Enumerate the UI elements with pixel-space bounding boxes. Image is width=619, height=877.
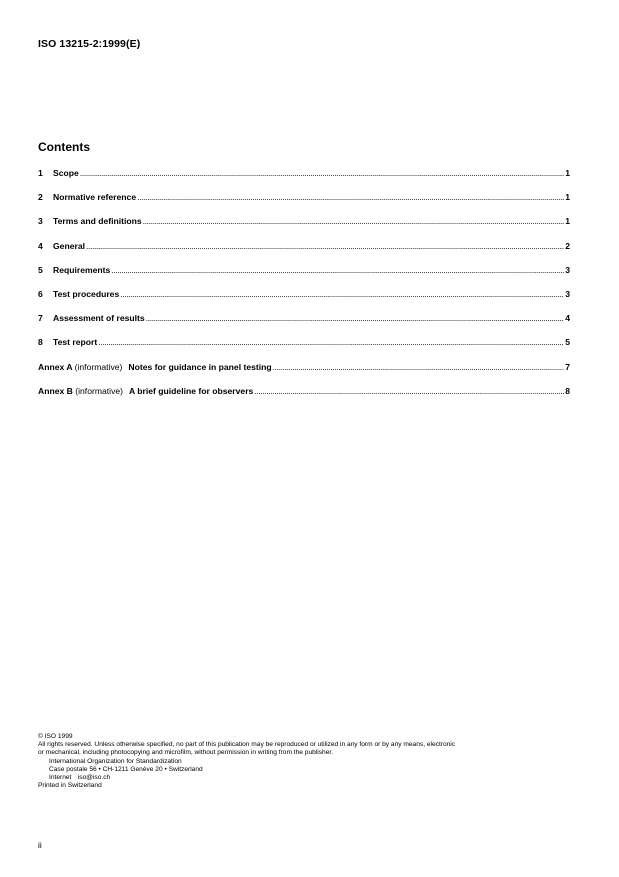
toc-leader — [143, 216, 565, 226]
annex-letter: Annex B — [38, 385, 73, 396]
toc-page: 4 — [565, 313, 570, 324]
toc-entry-requirements[interactable] — [38, 265, 570, 289]
toc-page: 3 — [565, 288, 570, 299]
toc-leader — [254, 386, 564, 396]
organization-address: Case postale 56 • CH-1211 Genève 20 • Switzerland — [49, 765, 203, 773]
toc-leader — [273, 362, 565, 372]
toc-title: General — [53, 240, 86, 251]
document-id: ISO 13215-2:1999(E) — [38, 38, 141, 50]
toc-page: 1 — [565, 192, 570, 203]
toc-entry-annex-a[interactable] — [38, 362, 570, 386]
copyright-block — [38, 733, 578, 790]
annex-label — [38, 386, 123, 396]
toc-page: 8 — [565, 385, 570, 396]
toc-title: Normative reference — [53, 192, 137, 203]
toc-leader — [111, 265, 564, 275]
organization-name: International Organization for Standardization — [49, 757, 182, 765]
page-number: ii — [38, 840, 42, 850]
toc-entry-terms-and-definitions[interactable] — [38, 216, 570, 240]
annex-kind: (informative) — [75, 385, 124, 396]
toc-page: 1 — [565, 216, 570, 227]
toc-title: Test procedures — [53, 288, 120, 299]
toc-number: 8 — [38, 337, 43, 348]
toc-entry-assessment-of-results[interactable] — [38, 313, 570, 337]
printed-in: Printed in Switzerland — [38, 782, 102, 790]
toc-title: Test report — [53, 337, 98, 348]
toc-leader — [146, 313, 565, 323]
toc-number: 6 — [38, 288, 43, 299]
annex-letter: Annex A — [38, 361, 73, 372]
internet-email-link[interactable]: iso@iso.ch — [77, 774, 111, 782]
toc-leader — [80, 168, 564, 178]
toc-title: Assessment of results — [53, 313, 145, 324]
annex-kind: (informative) — [74, 361, 123, 372]
toc-title: Requirements — [53, 264, 111, 275]
toc-entry-general[interactable] — [38, 241, 570, 265]
rights-statement-line-2: or mechanical, including photocopying and microfilm, without permission in writing from the publisher. — [38, 749, 334, 757]
toc-leader — [98, 337, 564, 347]
internet-label: Internet — [49, 774, 72, 782]
annex-label — [38, 362, 122, 372]
internet-contact — [38, 774, 578, 782]
contents-heading: Contents — [38, 140, 90, 154]
toc-number: 1 — [38, 168, 43, 178]
toc-leader — [86, 241, 564, 251]
toc-entry-scope[interactable] — [38, 168, 570, 192]
toc-page: 1 — [565, 168, 570, 178]
copyright-notice: © ISO 1999 — [38, 733, 73, 740]
toc-entry-test-report[interactable] — [38, 337, 570, 361]
toc-page: 3 — [565, 264, 570, 275]
toc-number: 5 — [38, 264, 43, 275]
toc-title: Scope — [53, 168, 79, 178]
toc-number: 4 — [38, 240, 43, 251]
toc-number: 7 — [38, 313, 43, 324]
toc-entry-test-procedures[interactable] — [38, 289, 570, 313]
toc-page: 7 — [565, 361, 570, 372]
toc-page: 5 — [565, 337, 570, 348]
rights-statement-line-1: All rights reserved. Unless otherwise specified, no part of this publication may be reproduced or utilized in any form or by any means, electronic — [38, 741, 456, 749]
toc-title: Notes for guidance in panel testing — [128, 361, 272, 372]
toc-number: 3 — [38, 216, 43, 227]
toc-title: A brief guideline for observers — [129, 385, 254, 396]
toc-number: 2 — [38, 192, 43, 203]
toc-title: Terms and definitions — [53, 216, 142, 227]
toc-page: 2 — [565, 240, 570, 251]
toc-leader — [137, 192, 564, 202]
toc-entry-normative-reference[interactable] — [38, 192, 570, 216]
table-of-contents — [38, 168, 570, 410]
toc-leader — [120, 289, 564, 299]
toc-entry-annex-b[interactable] — [38, 386, 570, 410]
